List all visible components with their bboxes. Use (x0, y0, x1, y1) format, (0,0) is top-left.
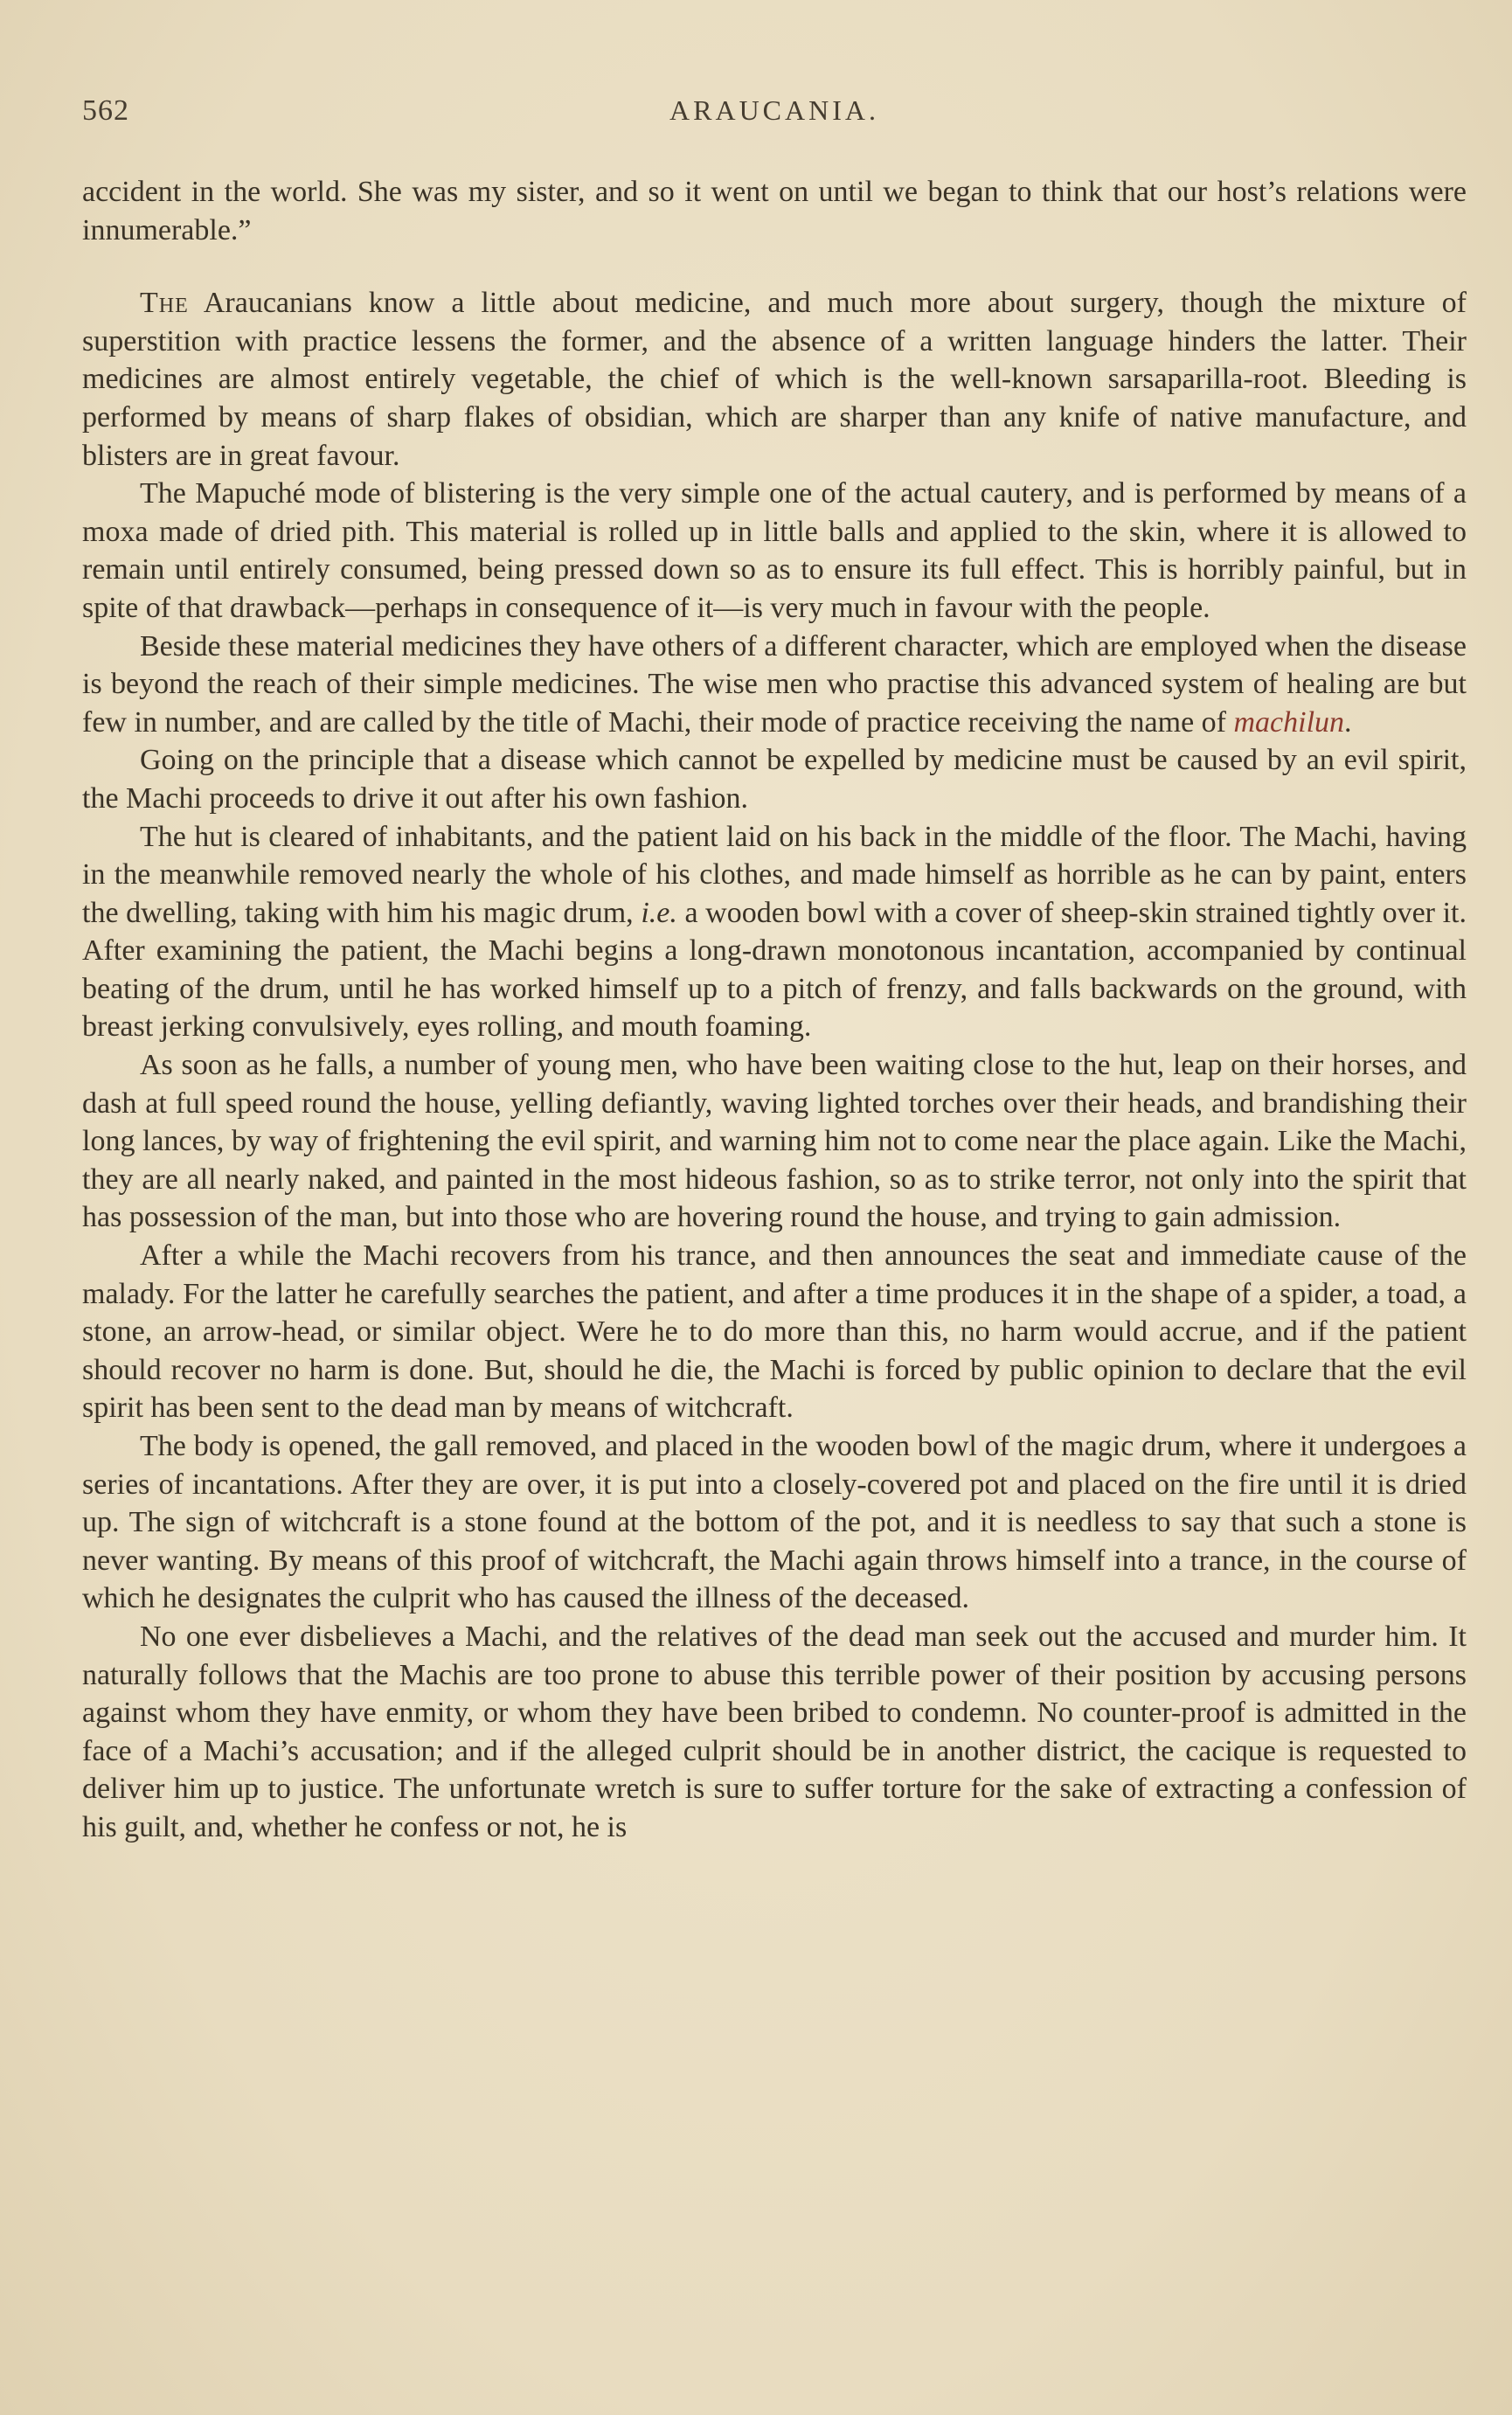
page-number: 562 (82, 94, 129, 127)
paragraph-accusation: No one ever disbelieves a Machi, and the relatives of the dead man seek out the accused and murder him. It naturally follows that the Machis are too prone to abuse this terrible power of their position by accusing persons against whom they have enmity, or whom they have been bribed to condemn. No counter-proof is admitted in the face of a Machi’s accusation; and if the alleged culprit should be in another district, the cacique is requested to deliver him up to justice. The unfortunate wretch is sure to suffer torture for the sake of extracting a confession of his guilt, and, whether he confess or not, he is (82, 1620, 1467, 1843)
abbreviation-ie: i.e. (641, 896, 677, 929)
paragraph-trance: After a while the Machi recovers from his trance, and then announces the seat and immediate cause of the malady. For the latter he carefully searches the patient, and after a time produces it in the shape of a spider, a toad, a stone, an arrow-head, or similar object. Were he to do more than this, no harm would accrue, and if the patient should recover no harm is done. But, should he die, the Machi is forced by public opinion to declare that the evil spirit has been sent to the dead man by means of witchcraft. (82, 1239, 1467, 1425)
paragraph-horsemen: As soon as he falls, a number of young men, who have been waiting close to the hut, leap on their horses, and dash at full speed round the house, yelling defiantly, waving lighted torches over their heads, and brandishing their long lances, by way of frightening the evil spirit, and warning him not to come near the place again. Like the Machi, they are all nearly naked, and painted in the most hideous fashion, so as to strike terror, not only into the spirit that has possession of the man, but into those who are hovering round the house, and trying to gain admission. (82, 1049, 1467, 1234)
paragraph-medicine-text: Araucanians know a little about medicine, and much more about surgery, though the mixture of superstition with practice lessens the former, and the absence of a written language hinders the latter. Their medicines are almost entirely vegetable, the chief of which is the well-known sarsaparilla-root. Bleeding is performed by means of sharp flakes of obsidian, which are sharper than any knife of native manufacture, and blisters are in great favour. (82, 287, 1467, 472)
page-header (82, 94, 1467, 138)
paragraph-body: The body is opened, the gall removed, and placed in the wooden bowl of the magic drum, where it undergoes a series of incantations. After they are over, it is put into a closely-covered pot and placed on the fire until it is dried up. The sign of witchcraft is a stone found at the bottom of the pot, and it is needless to say that such a stone is never wanting. By means of this proof of witchcraft, the Machi again throws himself into a trance, in the course of which he designates the culprit who has caused the illness of the deceased. (82, 1430, 1467, 1615)
paragraph-hut-text-a: The hut is cleared of inhabitants, and the patient laid on his back in the middle of the floor. The Machi, having in the meanwhile removed nearly the whole of his clothes, and made himself as horrible as he can by paint, enters the dwelling, taking with him his magic drum, (82, 820, 1467, 929)
running-title: ARAUCANIA. (669, 94, 879, 126)
section-lead-word: The (140, 287, 189, 320)
paragraph-machi-text: Beside these material medicines they have others of a different character, which are employed when the disease is beyond the reach of their simple medicines. The wise men who practise this advanced system of healing are but few in number, and are called by the title of Machi, their mode of practice receiving the name of (82, 629, 1467, 739)
paragraph-evil-spirit: Going on the principle that a disease which cannot be expelled by medicine must be caused by an evil spirit, the Machi proceeds to drive it out after his own fashion. (82, 744, 1467, 815)
paragraph-medicine (82, 284, 1467, 475)
body-text (82, 173, 1467, 1847)
paragraph-machi (82, 628, 1467, 742)
term-machilun: machilun (1233, 705, 1345, 739)
paragraph-continued: accident in the world. She was my sister, and so it went on until we began to think that our host’s relations were innumerable.” (82, 176, 1467, 246)
paragraph-hut (82, 818, 1467, 1047)
paragraph-machi-end: . (1344, 705, 1352, 739)
paragraph-blistering: The Mapuché mode of blistering is the very simple one of the actual cautery, and is performed by means of a moxa made of dried pith. This material is rolled up in little balls and applied to the skin, where it is allowed to remain until entirely consumed, being pressed down so as to ensure its full effect. This is horribly painful, but in spite of that drawback—perhaps in consequence of it—is very much in favour with the people. (82, 477, 1467, 624)
paragraph-hut-text-b: a wooden bowl with a cover of sheep-skin strained tightly over it. After examining the patient, the Machi begins a long-drawn monotonous incantation, accompanied by continual beating of the drum, until he has worked himself up to a pitch of frenzy, and falls backwards on the ground, with breast jerking convulsively, eyes rolling, and mouth foaming. (82, 896, 1467, 1044)
